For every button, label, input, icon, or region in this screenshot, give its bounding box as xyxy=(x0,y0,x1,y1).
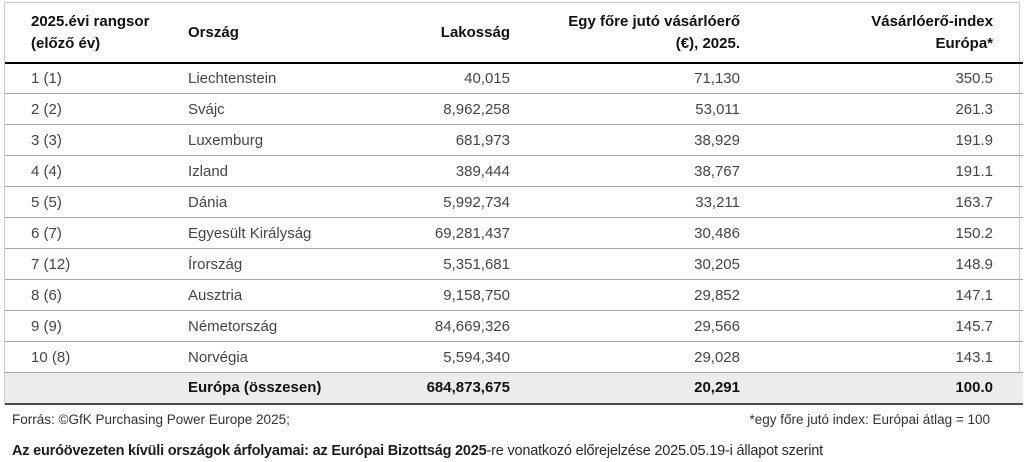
cell-rank: 6 (7) xyxy=(5,218,160,249)
table-frame xyxy=(4,2,1020,405)
table-total-row xyxy=(5,373,1023,404)
cell-per-capita: 30,205 xyxy=(520,249,750,280)
cell-rank: 1 (1) xyxy=(5,63,160,94)
cell-population: 69,281,437 xyxy=(335,218,520,249)
table-row xyxy=(5,249,1023,280)
cell-population: 684,873,675 xyxy=(335,373,520,404)
cell-rank: 7 (12) xyxy=(5,249,160,280)
cell-per-capita: 53,011 xyxy=(520,94,750,125)
cell-per-capita: 29,566 xyxy=(520,311,750,342)
cell-per-capita: 20,291 xyxy=(520,373,750,404)
source-note: Forrás: ©GfK Purchasing Power Europe 2025; xyxy=(12,411,290,427)
cell-population: 9,158,750 xyxy=(335,280,520,311)
table-row xyxy=(5,187,1023,218)
cell-per-capita: 29,028 xyxy=(520,342,750,373)
cell-index: 163.7 xyxy=(750,187,1023,218)
cell-rank: 10 (8) xyxy=(5,342,160,373)
cell-country: Svájc xyxy=(160,94,335,125)
cell-country: Dánia xyxy=(160,187,335,218)
cell-population: 681,973 xyxy=(335,125,520,156)
table-row xyxy=(5,342,1023,373)
cell-index: 191.9 xyxy=(750,125,1023,156)
cell-index: 147.1 xyxy=(750,280,1023,311)
cell-per-capita: 38,767 xyxy=(520,156,750,187)
cell-rank: 4 (4) xyxy=(5,156,160,187)
cell-per-capita: 71,130 xyxy=(520,63,750,94)
cell-population: 389,444 xyxy=(335,156,520,187)
table-row xyxy=(5,311,1023,342)
cell-rank: 3 (3) xyxy=(5,125,160,156)
cell-population: 40,015 xyxy=(335,63,520,94)
cell-country: Egyesült Királyság xyxy=(160,218,335,249)
cell-index: 143.1 xyxy=(750,342,1023,373)
cell-per-capita: 33,211 xyxy=(520,187,750,218)
column-header-index: Vásárlóerő-index Európa* xyxy=(750,3,1023,63)
cell-index: 261.3 xyxy=(750,94,1023,125)
cell-index: 145.7 xyxy=(750,311,1023,342)
exchange-rate-note-bold: Az euróövezeten kívüli országok árfolyamai: az Európai Bizottság 2025 xyxy=(12,442,487,459)
table-row xyxy=(5,218,1023,249)
cell-population: 5,992,734 xyxy=(335,187,520,218)
cell-rank: 5 (5) xyxy=(5,187,160,218)
table-row xyxy=(5,280,1023,311)
table-row xyxy=(5,156,1023,187)
table-row xyxy=(5,125,1023,156)
cell-country: Írország xyxy=(160,249,335,280)
column-header-population: Lakosság xyxy=(335,3,520,63)
cell-country: Németország xyxy=(160,311,335,342)
cell-rank: 9 (9) xyxy=(5,311,160,342)
cell-country: Liechtenstein xyxy=(160,63,335,94)
column-header-rank: 2025.évi rangsor (előző év) xyxy=(5,3,160,63)
table-row xyxy=(5,63,1023,94)
cell-index: 350.5 xyxy=(750,63,1023,94)
cell-rank: 8 (6) xyxy=(5,280,160,311)
index-footnote: *egy főre jutó index: Európai átlag = 100 xyxy=(749,411,990,427)
cell-population: 5,351,681 xyxy=(335,249,520,280)
exchange-rate-note xyxy=(12,443,1022,459)
column-header-country: Ország xyxy=(160,3,335,63)
cell-per-capita: 30,486 xyxy=(520,218,750,249)
cell-per-capita: 29,852 xyxy=(520,280,750,311)
table-row xyxy=(5,94,1023,125)
table-header xyxy=(5,3,1023,63)
cell-country: Izland xyxy=(160,156,335,187)
cell-index: 100.0 xyxy=(750,373,1023,404)
cell-population: 8,962,258 xyxy=(335,94,520,125)
cell-rank xyxy=(5,373,160,404)
column-header-per-capita: Egy főre jutó vásárlóerő (€), 2025. xyxy=(520,3,750,63)
cell-country: Ausztria xyxy=(160,280,335,311)
cell-index: 150.2 xyxy=(750,218,1023,249)
purchasing-power-table xyxy=(5,3,1023,405)
exchange-rate-note-regular: -re vonatkozó előrejelzése 2025.05.19-i állapot szerint xyxy=(486,442,823,459)
table-body xyxy=(5,63,1023,404)
cell-population: 5,594,340 xyxy=(335,342,520,373)
cell-country: Norvégia xyxy=(160,342,335,373)
footnotes-row xyxy=(2,405,1022,427)
cell-population: 84,669,326 xyxy=(335,311,520,342)
cell-rank: 2 (2) xyxy=(5,94,160,125)
cell-country: Európa (összesen) xyxy=(160,373,335,404)
cell-country: Luxemburg xyxy=(160,125,335,156)
cell-index: 191.1 xyxy=(750,156,1023,187)
cell-index: 148.9 xyxy=(750,249,1023,280)
cell-per-capita: 38,929 xyxy=(520,125,750,156)
